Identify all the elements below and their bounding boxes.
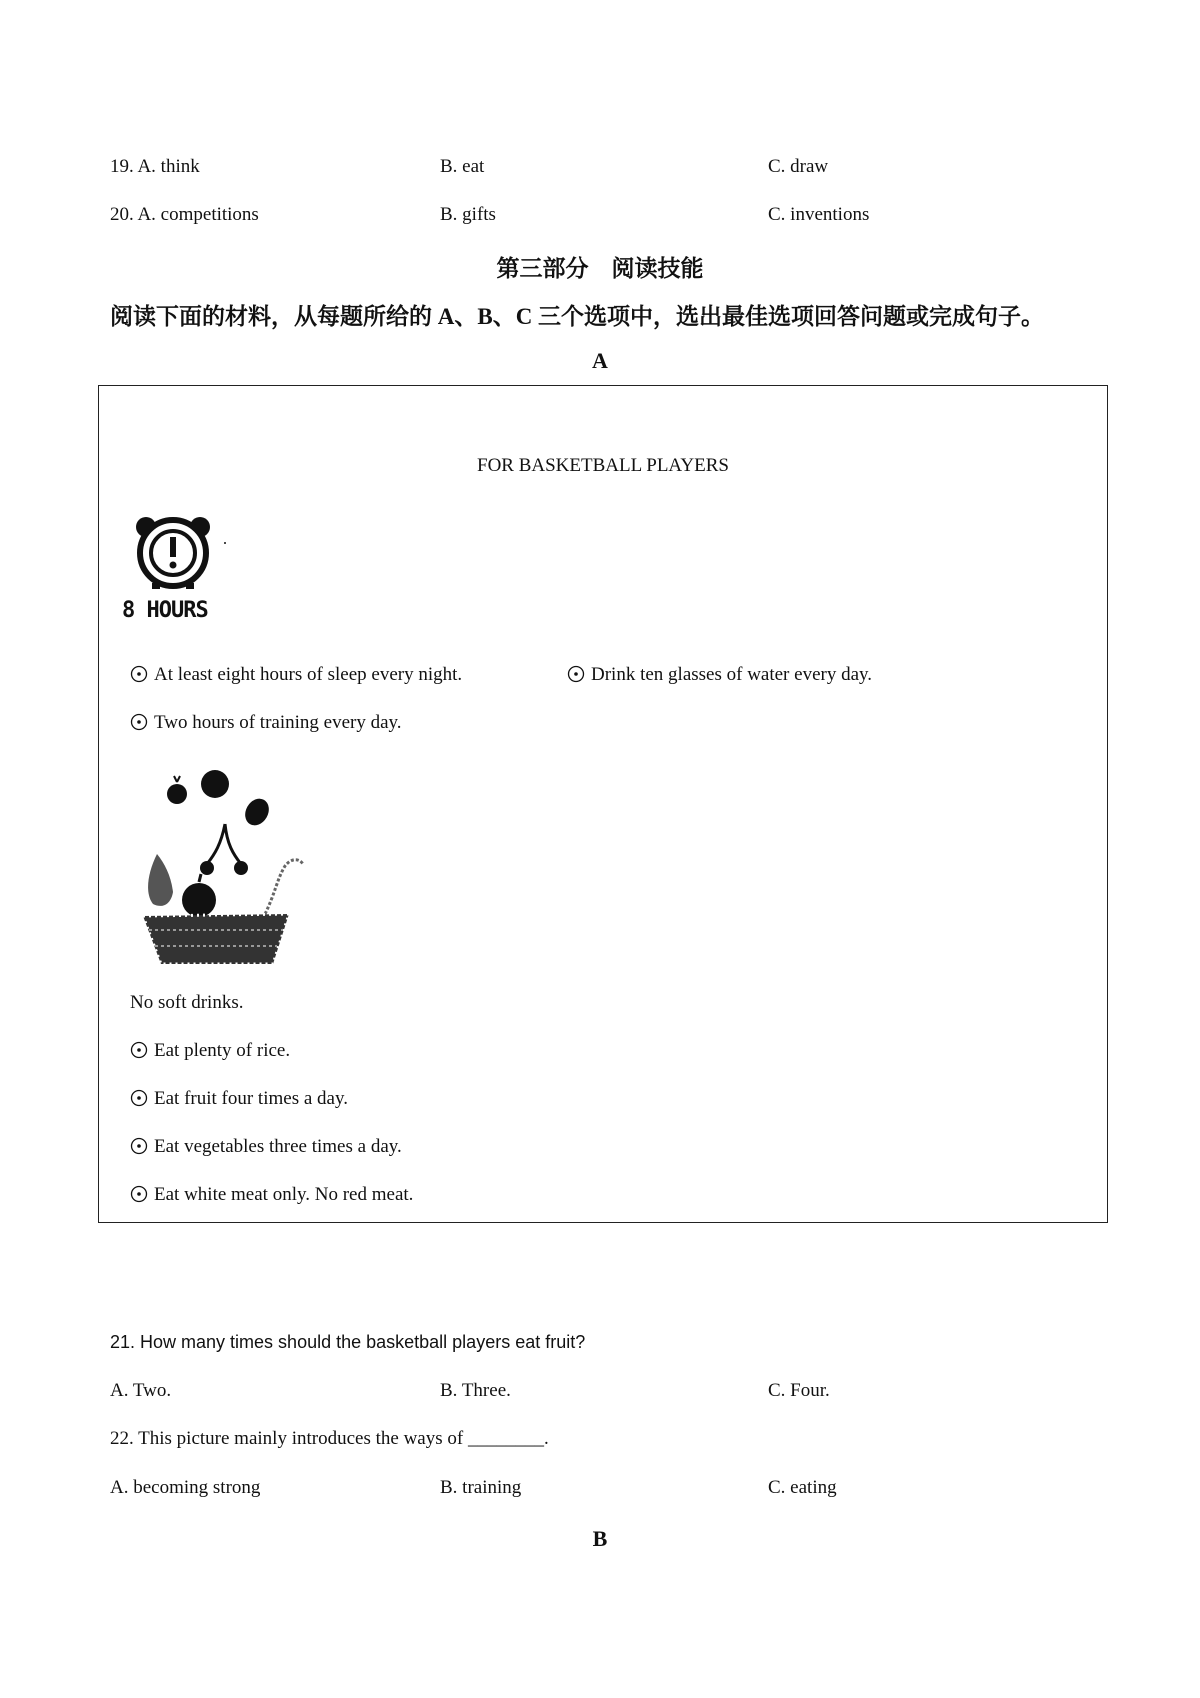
tip-sleep: At least eight hours of sleep every night.	[130, 664, 462, 686]
question-20-options	[110, 204, 1110, 232]
tip-training: Two hours of training every day.	[130, 712, 402, 734]
fruit-basket-icon	[137, 764, 307, 975]
clock-caption: 8 HOURS	[122, 598, 208, 623]
option-a[interactable]: A. becoming strong	[110, 1477, 261, 1498]
option-b[interactable]: B. gifts	[440, 204, 496, 225]
option-c[interactable]: C. eating	[768, 1477, 837, 1498]
alarm-clock-icon	[130, 511, 230, 597]
passage-b-label: B	[592, 1526, 608, 1551]
no-soft-drinks: No soft drinks.	[130, 992, 244, 1013]
question-19-options	[110, 156, 1110, 184]
option-c[interactable]: C. draw	[768, 156, 829, 177]
circle-dot-icon	[130, 665, 148, 683]
option-b[interactable]: B. training	[440, 1477, 522, 1498]
section-title: 第三部分 阅读技能	[496, 256, 704, 281]
tip-food: Eat white meat only. No red meat.	[130, 1184, 413, 1206]
option-c[interactable]: C. Four.	[768, 1380, 830, 1401]
option-a[interactable]: A. Two.	[110, 1380, 172, 1401]
question-21-options	[110, 1380, 1110, 1408]
passage-a-label: A	[592, 348, 608, 373]
tip-water: Drink ten glasses of water every day.	[567, 664, 872, 686]
circle-dot-icon	[130, 1089, 148, 1107]
circle-dot-icon	[130, 713, 148, 731]
passage-title: FOR BASKETBALL PLAYERS	[477, 455, 729, 476]
instructions: 阅读下面的材料，从每题所给的 A、B、C 三个选项中，选出最佳选项回答问题或完成句子。	[110, 304, 1045, 329]
circle-dot-icon	[130, 1137, 148, 1155]
option-c[interactable]: C. inventions	[768, 204, 870, 225]
question-22-options	[110, 1477, 1110, 1505]
circle-dot-icon	[567, 665, 585, 683]
passage-a-box	[98, 385, 1108, 1223]
option-b[interactable]: B. eat	[440, 156, 485, 177]
tip-food: Eat plenty of rice.	[130, 1040, 290, 1062]
tip-food: Eat vegetables three times a day.	[130, 1136, 402, 1158]
circle-dot-icon	[130, 1041, 148, 1059]
option-a[interactable]: 19. A. think	[110, 156, 200, 177]
question-22: 22. This picture mainly introduces the ways of ________.	[110, 1428, 549, 1449]
option-b[interactable]: B. Three.	[440, 1380, 511, 1401]
tip-food: Eat fruit four times a day.	[130, 1088, 348, 1110]
circle-dot-icon	[130, 1185, 148, 1203]
option-a[interactable]: 20. A. competitions	[110, 204, 259, 225]
question-21: 21. How many times should the basketball players eat fruit?	[110, 1332, 586, 1352]
